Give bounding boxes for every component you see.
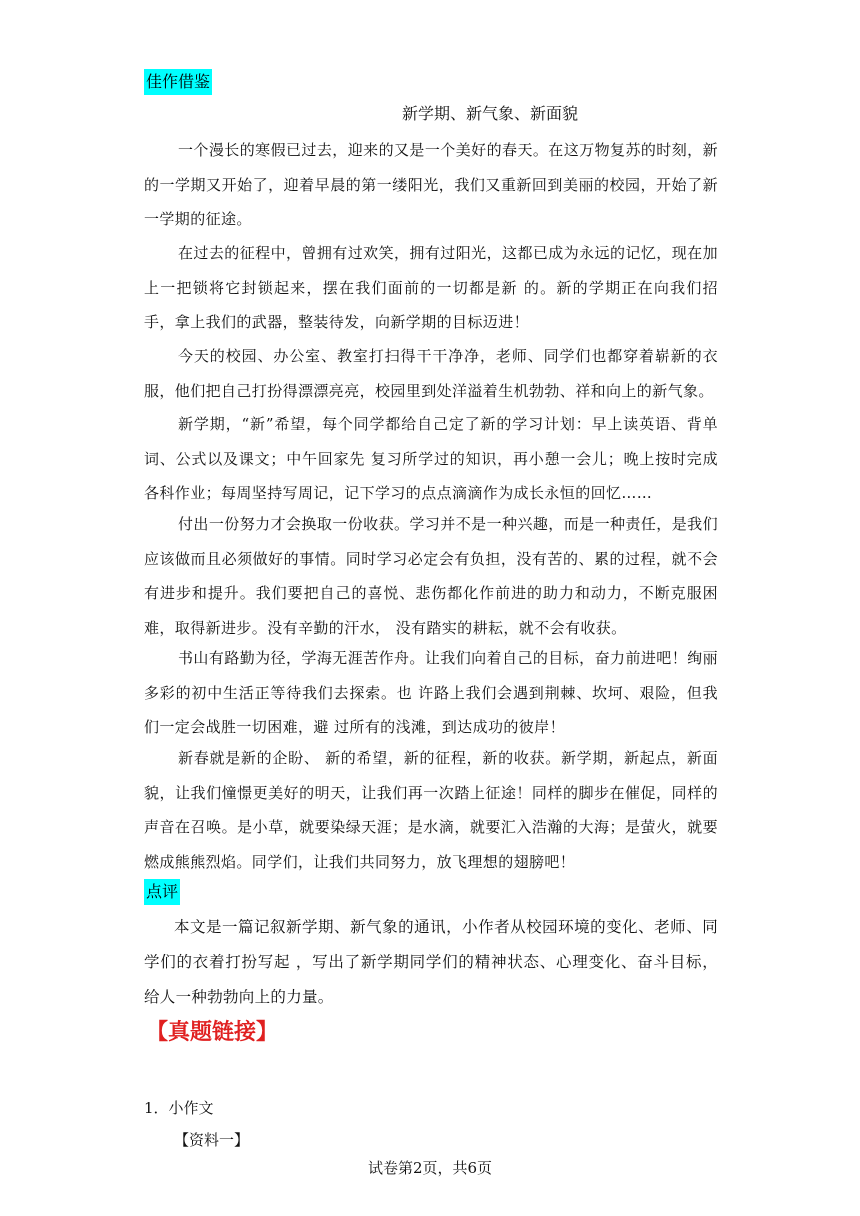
question-title: 小作文	[168, 1099, 214, 1117]
essay-paragraph-3: 今天的校园、办公室、教室打扫得干干净净，老师、同学们也都穿着崭新的衣服，他们把自己打扮得漂漂亮亮，校园里到处洋溢着生机勃勃、祥和向上的新气象。	[144, 347, 718, 400]
essay-paragraph-1: 一个漫长的寒假已过去，迎来的又是一个美好的春天。在这万物复苏的时刻，新的一学期又开始了，迎着早晨的第一缕阳光，我们又重新回到美丽的校园，开始了新一学期的征途。	[144, 141, 718, 229]
page-footer: 试卷第2页，共6页	[367, 1159, 493, 1177]
question-line	[144, 1096, 214, 1120]
review-text: 本文是一篇记叙新学期、新气象的通讯，小作者从校园环境的变化、老师、同学们的衣着打扮写起 ，写出了新学期同学们的精神状态、心理变化、奋斗目标，给人一种勃勃向上的力量。	[144, 918, 718, 1006]
essay-paragraph-7: 新春就是新的企盼、 新的希望，新的征程，新的收获。新学期，新起点，新面貌，让我们憧憬更美好的明天，让我们再一次踏上征途！同样的脚步在催促，同样的声音在召唤。是小草，就要染绿天涯；是水滴，就要汇入浩瀚的大海；是萤火，就要燃成熊熊烈焰。同学们，让我们共同努力，放飞理想的翅膀吧！	[144, 749, 718, 871]
essay-paragraph-2: 在过去的征程中，曾拥有过欢笑，拥有过阳光，这都已成为永远的记忆，现在加上一把锁将它封锁起来，摆在我们面前的一切都是新 的。新的学期正在向我们招手，拿上我们的武器，整装待发，向新学期的目标迈进！	[144, 244, 718, 332]
essay-title	[0, 102, 860, 126]
essay-paragraph-4: 新学期，“新”希望，每个同学都给自己定了新的学习计划：早上读英语、背单词、公式以及课文；中午回家先 复习所学过的知识，再小憩一会儿；晚上按时完成各科作业；每周坚持写周记，记下学习的点点滴滴作为成长永恒的回忆……	[144, 415, 718, 503]
essay-paragraph-6: 书山有路勤为径，学海无涯苦作舟。让我们向着自己的目标，奋力前进吧！绚丽多彩的初中生活正等待我们去探索。也 许路上我们会遇到荆棘、坎坷、艰险，但我们一定会战胜一切困难，避 过所有的浅滩，到达成功的彼岸！	[144, 649, 718, 737]
question-number: 1．	[144, 1099, 169, 1117]
material-label: 【资料一】	[174, 1131, 250, 1149]
essay-title-text: 新学期、新气象、新面貌	[401, 104, 578, 123]
essay-paragraph-5: 付出一份努力才会换取一份收获。学习并不是一种兴趣，而是一种责任，是我们应该做而且必须做好的事情。同时学习必定会有负担，没有苦的、累的过程，就不会有进步和提升。我们要把自己的喜悦、悲伤都化作前进的助力和动力，不断克服困难，取得新进步。没有辛勤的汗水， 没有踏实的耕耘，就不会有收获。	[144, 515, 718, 637]
showcase-label: 佳作借鉴	[144, 69, 212, 95]
review-label: 点评	[144, 879, 180, 905]
section-heading: 【真题链接】	[146, 1020, 279, 1045]
